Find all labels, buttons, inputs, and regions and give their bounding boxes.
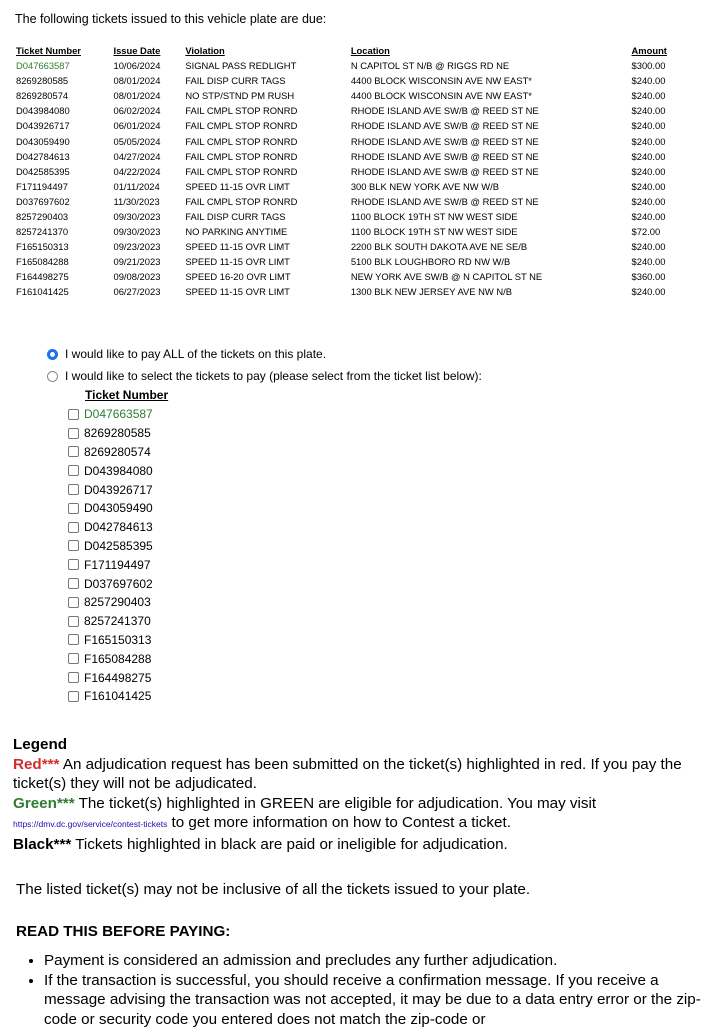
issue-date-cell: 06/27/2023 <box>111 284 183 299</box>
ticket-number-cell: F161041425 <box>14 284 111 299</box>
ticket-checkbox-label[interactable]: D043059490 <box>84 501 153 515</box>
table-row <box>14 239 678 254</box>
ticket-checkbox-label[interactable]: F165084288 <box>84 652 151 666</box>
ticket-checkbox-row[interactable] <box>68 668 168 687</box>
read-before-list <box>26 951 706 1029</box>
ticket-checkbox-label[interactable]: D043926717 <box>84 483 153 497</box>
location-cell: 1100 BLOCK 19TH ST NW WEST SIDE <box>349 224 630 239</box>
header-violation: Violation <box>183 44 348 58</box>
location-cell: RHODE ISLAND AVE SW/B @ REED ST NE <box>349 133 630 148</box>
ticket-number-cell: F165150313 <box>14 239 111 254</box>
issue-date-cell: 10/06/2024 <box>111 58 183 73</box>
table-row <box>14 118 678 133</box>
issue-date-cell: 09/30/2023 <box>111 209 183 224</box>
table-row <box>14 164 678 179</box>
ticket-checkbox[interactable] <box>68 409 79 420</box>
table-row <box>14 103 678 118</box>
ticket-number-cell: D042585395 <box>14 164 111 179</box>
legend <box>13 735 693 854</box>
ticket-checkbox-row[interactable] <box>68 461 168 480</box>
location-cell: 1300 BLK NEW JERSEY AVE NW N/B <box>349 284 630 299</box>
issue-date-cell: 09/21/2023 <box>111 254 183 269</box>
amount-cell: $240.00 <box>630 179 678 194</box>
ticket-number-cell: D042784613 <box>14 149 111 164</box>
table-row <box>14 209 678 224</box>
issue-date-cell: 06/02/2024 <box>111 103 183 118</box>
ticket-number-cell: F171194497 <box>14 179 111 194</box>
amount-cell: $240.00 <box>630 239 678 254</box>
ticket-checkbox-label[interactable]: F161041425 <box>84 689 151 703</box>
location-cell: 2200 BLK SOUTH DAKOTA AVE NE SE/B <box>349 239 630 254</box>
ticket-checkbox-label[interactable]: D047663587 <box>84 407 153 421</box>
ticket-checkbox-row[interactable] <box>68 443 168 462</box>
issue-date-cell: 05/05/2024 <box>111 133 183 148</box>
ticket-checkbox-row[interactable] <box>68 593 168 612</box>
ticket-checkbox-label[interactable]: 8269280574 <box>84 445 151 459</box>
ticket-checkbox[interactable] <box>68 503 79 514</box>
tickets-table <box>14 44 678 300</box>
disclaimer-text: The listed ticket(s) may not be inclusive of all the tickets issued to your plate. <box>16 881 530 898</box>
ticket-number-cell: F165084288 <box>14 254 111 269</box>
issue-date-cell: 09/08/2023 <box>111 269 183 284</box>
table-row <box>14 88 678 103</box>
ticket-checkbox[interactable] <box>68 634 79 645</box>
ticket-number-cell: D043926717 <box>14 118 111 133</box>
violation-cell: FAIL CMPL STOP RONRD <box>183 149 348 164</box>
ticket-checkbox-label[interactable]: D037697602 <box>84 577 153 591</box>
ticket-checkbox-label[interactable]: D042784613 <box>84 520 153 534</box>
table-row <box>14 133 678 148</box>
table-row <box>14 194 678 209</box>
location-cell: RHODE ISLAND AVE SW/B @ REED ST NE <box>349 149 630 164</box>
ticket-checkbox-row[interactable] <box>68 499 168 518</box>
legend-green-text: The ticket(s) highlighted in GREEN are eligible for adjudication. You may visit <box>75 795 596 812</box>
legend-green <box>13 794 693 835</box>
ticket-checkbox-label[interactable]: F165150313 <box>84 633 151 647</box>
issue-date-cell: 04/22/2024 <box>111 164 183 179</box>
pay-options <box>47 343 482 387</box>
location-cell: RHODE ISLAND AVE SW/B @ REED ST NE <box>349 194 630 209</box>
contest-tickets-link[interactable]: https://dmv.dc.gov/service/contest-tickets <box>13 819 167 829</box>
header-ticket-number: Ticket Number <box>14 44 111 58</box>
ticket-checkbox-list <box>68 405 168 706</box>
ticket-checkbox-label[interactable]: 8269280585 <box>84 426 151 440</box>
ticket-checkbox-label[interactable]: F171194497 <box>84 558 151 572</box>
ticket-checkbox[interactable] <box>68 578 79 589</box>
legend-black-text: Tickets highlighted in black are paid or ineligible for adjudication. <box>71 836 507 853</box>
amount-cell: $72.00 <box>630 224 678 239</box>
violation-cell: SPEED 16-20 OVR LIMT <box>183 269 348 284</box>
ticket-number-cell: 8269280585 <box>14 73 111 88</box>
amount-cell: $360.00 <box>630 269 678 284</box>
ticket-checkbox-row[interactable] <box>68 537 168 556</box>
violation-cell: SIGNAL PASS REDLIGHT <box>183 58 348 73</box>
ticket-number-cell: 8257241370 <box>14 224 111 239</box>
ticket-number-cell: D037697602 <box>14 194 111 209</box>
amount-cell: $240.00 <box>630 194 678 209</box>
issue-date-cell: 06/01/2024 <box>111 118 183 133</box>
intro-text: The following tickets issued to this vehicle plate are due: <box>15 12 326 26</box>
ticket-checkbox-row[interactable] <box>68 405 168 424</box>
location-cell: RHODE ISLAND AVE SW/B @ REED ST NE <box>349 103 630 118</box>
location-cell: RHODE ISLAND AVE SW/B @ REED ST NE <box>349 118 630 133</box>
ticket-checkbox[interactable] <box>68 559 79 570</box>
ticket-checkbox[interactable] <box>68 597 79 608</box>
issue-date-cell: 08/01/2024 <box>111 73 183 88</box>
select-tickets-radio[interactable] <box>47 371 58 382</box>
amount-cell: $240.00 <box>630 133 678 148</box>
select-tickets-label[interactable]: I would like to select the tickets to pay (please select from the ticket list below): <box>65 369 482 383</box>
ticket-checkbox-row[interactable] <box>68 631 168 650</box>
select-tickets-option[interactable] <box>47 365 482 387</box>
legend-title: Legend <box>13 735 693 755</box>
ticket-checkbox[interactable] <box>68 428 79 439</box>
table-row <box>14 254 678 269</box>
ticket-number-cell: 8269280574 <box>14 88 111 103</box>
legend-green-text-after: to get more information on how to Contest a ticket. <box>167 814 511 831</box>
read-before-item: • Payment is considered an admission and precludes any further adjudication. <box>44 951 706 971</box>
legend-black <box>13 835 693 855</box>
location-cell: 5100 BLK LOUGHBORO RD NW W/B <box>349 254 630 269</box>
ticket-number-cell: F164498275 <box>14 269 111 284</box>
location-cell: RHODE ISLAND AVE SW/B @ REED ST NE <box>349 164 630 179</box>
violation-cell: FAIL CMPL STOP RONRD <box>183 194 348 209</box>
location-cell: NEW YORK AVE SW/B @ N CAPITOL ST NE <box>349 269 630 284</box>
amount-cell: $240.00 <box>630 209 678 224</box>
amount-cell: $240.00 <box>630 88 678 103</box>
amount-cell: $240.00 <box>630 254 678 269</box>
issue-date-cell: 09/23/2023 <box>111 239 183 254</box>
legend-red-key: Red*** <box>13 756 59 773</box>
ticket-checkbox[interactable] <box>68 465 79 476</box>
pay-all-option[interactable] <box>47 343 482 365</box>
table-row <box>14 179 678 194</box>
issue-date-cell: 08/01/2024 <box>111 88 183 103</box>
violation-cell: NO STP/STND PM RUSH <box>183 88 348 103</box>
ticket-checkbox-row[interactable] <box>68 518 168 537</box>
ticket-number-cell: D043984080 <box>14 103 111 118</box>
violation-cell: SPEED 11-15 OVR LIMT <box>183 239 348 254</box>
ticket-checkbox[interactable] <box>68 522 79 533</box>
violation-cell: SPEED 11-15 OVR LIMT <box>183 284 348 299</box>
table-row <box>14 58 678 73</box>
issue-date-cell: 09/30/2023 <box>111 224 183 239</box>
header-amount: Amount <box>630 44 678 58</box>
amount-cell: $240.00 <box>630 103 678 118</box>
legend-green-key: Green*** <box>13 795 75 812</box>
table-row <box>14 149 678 164</box>
table-row <box>14 269 678 284</box>
legend-red-text: An adjudication request has been submitted on the ticket(s) highlighted in red. If you pay the ticket(s) they will not be adjudicated. <box>13 756 682 793</box>
ticket-checkbox[interactable] <box>68 484 79 495</box>
amount-cell: $240.00 <box>630 284 678 299</box>
amount-cell: $240.00 <box>630 118 678 133</box>
table-row <box>14 224 678 239</box>
ticket-checkbox[interactable] <box>68 446 79 457</box>
violation-cell: FAIL DISP CURR TAGS <box>183 73 348 88</box>
ticket-checkbox-label[interactable]: D043984080 <box>84 464 153 478</box>
amount-cell: $240.00 <box>630 164 678 179</box>
location-cell: N CAPITOL ST N/B @ RIGGS RD NE <box>349 58 630 73</box>
legend-red <box>13 755 693 794</box>
ticket-checkbox[interactable] <box>68 672 79 683</box>
amount-cell: $300.00 <box>630 58 678 73</box>
table-header-row <box>14 44 678 58</box>
ticket-checkbox-row[interactable] <box>68 555 168 574</box>
ticket-checkbox-label[interactable]: D042585395 <box>84 539 153 553</box>
read-before-title: READ THIS BEFORE PAYING: <box>16 923 230 940</box>
violation-cell: FAIL CMPL STOP RONRD <box>183 103 348 118</box>
table-row <box>14 284 678 299</box>
violation-cell: FAIL CMPL STOP RONRD <box>183 118 348 133</box>
table-row <box>14 73 678 88</box>
ticket-checkbox-row[interactable] <box>68 574 168 593</box>
ticket-checkbox-row[interactable] <box>68 480 168 499</box>
tickets-table-body <box>14 58 678 300</box>
ticket-checkbox-row[interactable] <box>68 612 168 631</box>
location-cell: 4400 BLOCK WISCONSIN AVE NW EAST* <box>349 73 630 88</box>
ticket-checkbox-label[interactable]: F164498275 <box>84 671 151 685</box>
violation-cell: FAIL DISP CURR TAGS <box>183 209 348 224</box>
ticket-select-list <box>68 388 168 706</box>
location-cell: 4400 BLOCK WISCONSIN AVE NW EAST* <box>349 88 630 103</box>
ticket-checkbox-label[interactable]: 8257241370 <box>84 614 151 628</box>
issue-date-cell: 04/27/2024 <box>111 149 183 164</box>
pay-all-radio[interactable] <box>47 349 58 360</box>
pay-all-label[interactable]: I would like to pay ALL of the tickets on this plate. <box>65 347 326 361</box>
location-cell: 300 BLK NEW YORK AVE NW W/B <box>349 179 630 194</box>
read-before-item: • If the transaction is successful, you should receive a confirmation message. If you receive a message advising the transaction was not accepted, it may be due to a data entry error or the zip-code or security code you entered does not match the zip-code or <box>44 971 706 1029</box>
ticket-checkbox-label[interactable]: 8257290403 <box>84 595 151 609</box>
violation-cell: NO PARKING ANYTIME <box>183 224 348 239</box>
violation-cell: SPEED 11-15 OVR LIMT <box>183 179 348 194</box>
location-cell: 1100 BLOCK 19TH ST NW WEST SIDE <box>349 209 630 224</box>
ticket-checkbox-row[interactable] <box>68 424 168 443</box>
violation-cell: FAIL CMPL STOP RONRD <box>183 164 348 179</box>
ticket-number-cell: D043059490 <box>14 133 111 148</box>
violation-cell: SPEED 11-15 OVR LIMT <box>183 254 348 269</box>
header-location: Location <box>349 44 630 58</box>
violation-cell: FAIL CMPL STOP RONRD <box>183 133 348 148</box>
ticket-checkbox-row[interactable] <box>68 649 168 668</box>
ticket-checkbox-row[interactable] <box>68 687 168 706</box>
amount-cell: $240.00 <box>630 149 678 164</box>
legend-black-key: Black*** <box>13 836 71 853</box>
ticket-number-cell: 8257290403 <box>14 209 111 224</box>
issue-date-cell: 01/11/2024 <box>111 179 183 194</box>
ticket-checkbox[interactable] <box>68 616 79 627</box>
issue-date-cell: 11/30/2023 <box>111 194 183 209</box>
ticket-checkbox[interactable] <box>68 653 79 664</box>
ticket-checkbox[interactable] <box>68 540 79 551</box>
amount-cell: $240.00 <box>630 73 678 88</box>
select-list-header: Ticket Number <box>85 388 168 405</box>
ticket-checkbox[interactable] <box>68 691 79 702</box>
ticket-number-cell: D047663587 <box>14 58 111 73</box>
header-issue-date: Issue Date <box>111 44 183 58</box>
